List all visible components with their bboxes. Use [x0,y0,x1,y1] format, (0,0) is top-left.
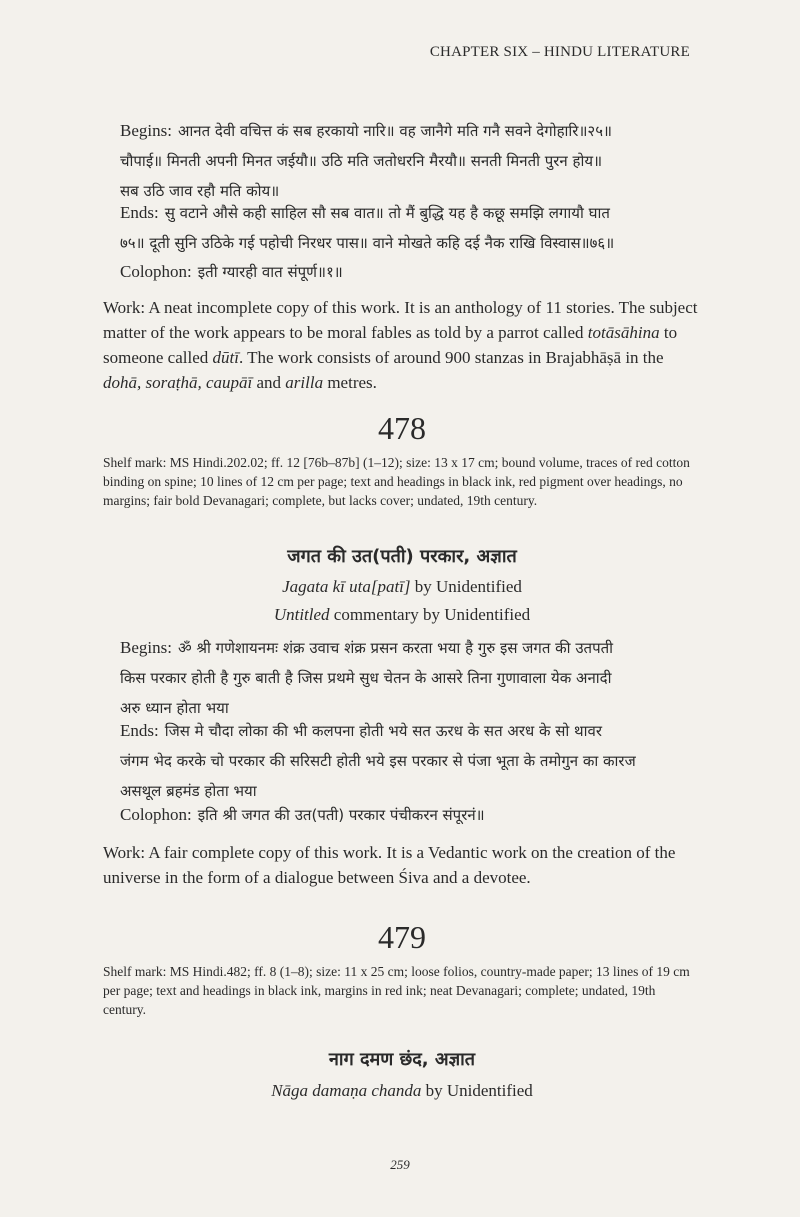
commentary-rest: commentary by Unidentified [329,605,531,624]
work-text: metres. [323,373,377,392]
deva-title-479 [103,1047,701,1071]
colophon-478 [120,800,700,830]
begins-label: Begins: [120,638,172,657]
begins-line-2: किस परकार होती है गुरु बाती है जिस प्रथमे सुध चेतन के आसरे तिना गुणावाला येक अनादी [120,669,612,687]
deva-title-text: नाग दमण छंद, अज्ञात [328,1049,476,1070]
prev-colophon [120,257,700,287]
work-text: A neat incomplete copy of this work. It is an anthology of 11 stories. The subject matter of the work appears to be moral fables as told by a parrot called [103,298,698,342]
title-478 [103,574,701,599]
commentary-478 [103,602,701,627]
work-text: . The work consists of around 900 stanzas in Brajabhāṣā in the [238,348,664,367]
ends-label: Ends: [120,203,159,222]
ends-line-1: सु वटाने औसे कही साहिल सौ सब वात॥ तो मैं बुद्धि यह है कछू समझि लगायौ घात [164,204,610,222]
shelf-mark-478: Shelf mark: MS Hindi.202.02; ff. 12 [76b–87b] (1–12); size: 13 x 17 cm; bound volume, traces of red cotton binding on spine; 10 lines of 12 cm per page; text and headings in black ink, red pigment over headings, no margins; fair bold Devanagari; complete, but lacks cover; undated, 19th century. [103,455,690,508]
work-term: dūtī [212,348,239,367]
deva-title-text: जगत की उत(पती) परकार, अज्ञात [287,546,517,567]
colophon-text: इति श्री जगत की उत(पती) परकार पंचीकरन संपूरनं॥ [197,806,485,824]
ends-478 [120,716,700,806]
work-label: Work: [103,298,146,317]
colophon-text: इती ग्यारही वात संपूर्ण॥१॥ [197,263,343,281]
begins-line-3: सब उठि जाव रहौ मति कोय॥ [120,182,280,200]
page-number: 259 [390,1157,410,1172]
entry-number-478: 478 [378,410,426,446]
colophon-label: Colophon: [120,262,192,281]
title-rest: by Unidentified [410,577,522,596]
entry-number-479: 479 [378,919,426,955]
work-478 [103,840,701,890]
title-italic: Jagata kī uta[patī] [282,577,411,596]
work-term: arilla [285,373,324,392]
prev-begins [120,116,700,206]
begins-line-2: चौपाई॥ मिनती अपनी मिनत जईयौ॥ उठि मति जतोधरनि मैरयौ॥ सनती मिनती पुरन होय॥ [120,152,603,170]
work-text: and [252,373,286,392]
prev-ends [120,198,700,258]
prev-work [103,295,701,395]
begins-478 [120,633,700,723]
shelf-mark-479: Shelf mark: MS Hindi.482; ff. 8 (1–8); size: 11 x 25 cm; loose folios, country-made paper; 13 lines of 19 cm per page; text and headings in black ink, margins in red ink; neat Devanagari; complete; undated, 19th century. [103,964,690,1017]
ends-line-2: जंगम भेद करके चो परकार की सरिसटी होती भये इस परकार से पंजा भूता के तमोगुन का कारज [120,752,636,770]
ends-line-2: ७५॥ दूती सुनि उठिके गई पहोची निरधर पास॥ वाने मोखते कहि दई नैक राखि विस्वास॥७६॥ [120,234,615,252]
running-head: CHAPTER SIX – HINDU LITERATURE [429,44,690,60]
ends-line-1: जिस मे चौदा लोका की भी कलपना होती भये सत ऊरध के सत अरध के सो थावर [164,722,603,740]
ends-label: Ends: [120,721,159,740]
title-479 [103,1078,701,1103]
work-term: totāsāhina [587,323,660,342]
title-rest: by Unidentified [421,1081,533,1100]
begins-line-3: अरु ध्यान होता भया [120,699,229,717]
colophon-label: Colophon: [120,805,192,824]
commentary-italic: Untitled [273,605,330,624]
begins-line-1: ॐ श्री गणेशायनमः शंक्र उवाच शंक्र प्रसन करता भया है गुरु इस जगत की उतपती [177,639,614,657]
work-text: to someone called [103,323,678,367]
work-text: A fair complete copy of this work. It is a Vedantic work on the creation of the universe in the form of a dialogue between Śiva and a devotee. [103,843,676,887]
begins-line-1: आनत देवी वचित्त कं सब हरकायो नारि॥ वह जानैगे मति गनै सवने देगोहारि॥२५॥ [177,122,613,140]
work-term: dohā, soraṭhā, caupāī [103,373,253,392]
work-label: Work: [103,843,146,862]
title-italic: Nāga damaṇa chanda [271,1081,422,1100]
begins-label: Begins: [120,121,172,140]
ends-line-3: असथूल ब्रहमंड होता भया [120,782,257,800]
deva-title-478 [103,544,701,568]
